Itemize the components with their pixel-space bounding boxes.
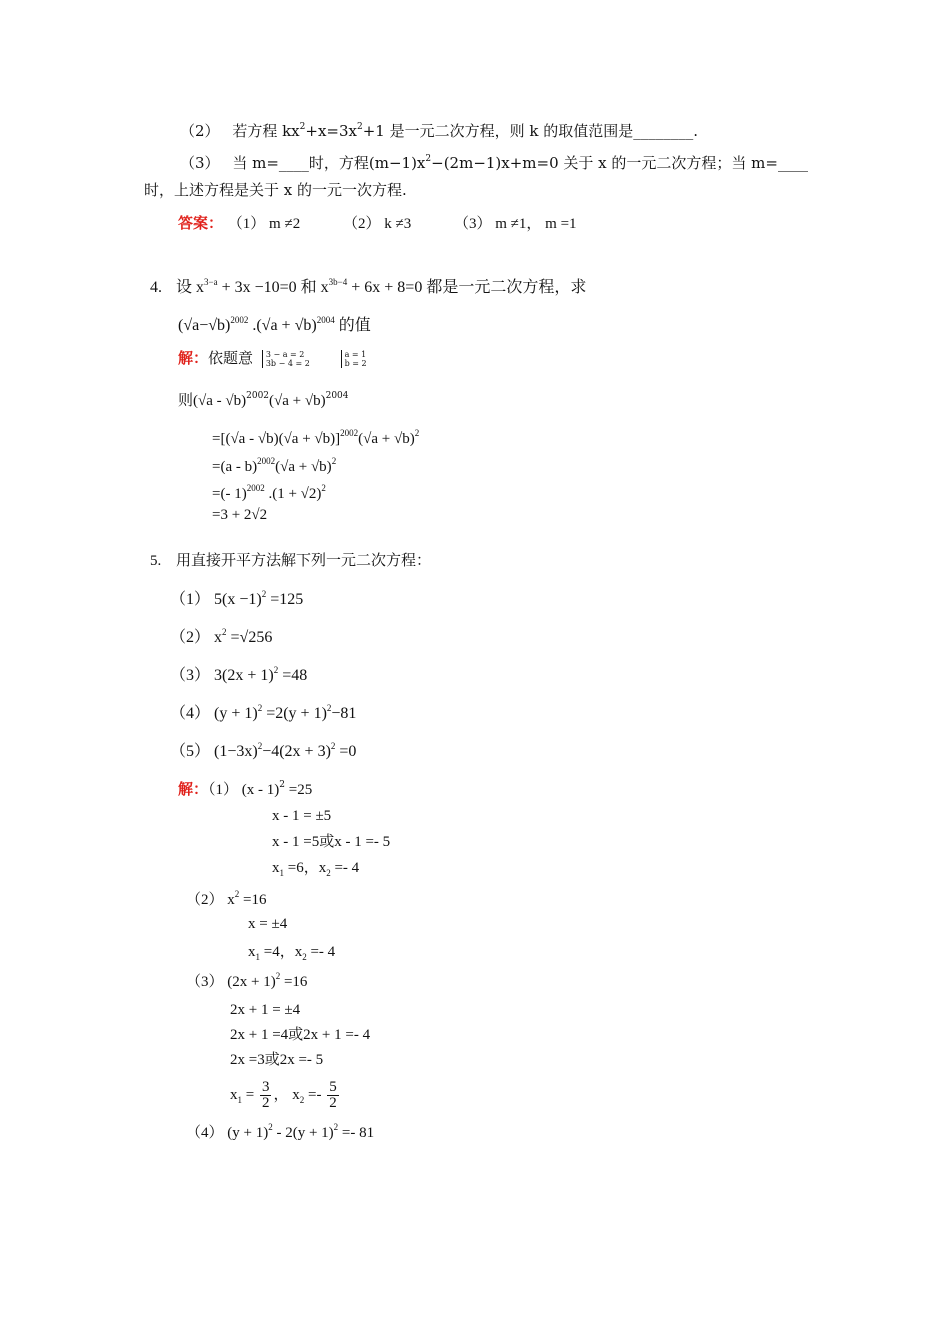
- fraction: [327, 1080, 339, 1111]
- expression: =√256: [226, 629, 273, 646]
- q5-sol-3-step-3: 2x =3或2x =- 5: [230, 1052, 324, 1068]
- expression: .(1 + √2): [264, 486, 322, 502]
- q5-sol-3-step-1: 2x + 1 = ±4: [230, 1002, 301, 1018]
- separator: ，: [273, 1087, 289, 1103]
- system-line: 3b − 4 = 2: [265, 359, 310, 368]
- question-4: [150, 272, 586, 298]
- variable: x: [292, 1087, 300, 1103]
- part-number: （3）: [180, 154, 220, 172]
- q5-eq-4: [170, 698, 356, 724]
- exponent: 2: [222, 627, 227, 637]
- text: −(2m−1)x+m=0 关于 x 的一元二次方程；当 m=____: [431, 154, 808, 172]
- text: +x=3x: [305, 122, 357, 140]
- exponent: 2002: [340, 428, 359, 438]
- problem-3-part-3-cont: 时，上述方程是关于 x 的一元一次方程.: [144, 181, 407, 199]
- expression: =25: [285, 782, 313, 798]
- expression: （2） x: [170, 629, 223, 646]
- q4-solution-start: [178, 348, 367, 368]
- expression: =- 4: [330, 860, 360, 876]
- text: 则: [178, 391, 194, 409]
- text: 依题意: [208, 349, 254, 367]
- expression: =6，: [284, 860, 319, 876]
- problem-3-part-2: [180, 117, 698, 141]
- expression: =125: [266, 591, 304, 608]
- equation-system-2: [341, 350, 367, 368]
- q4-step-2: [212, 451, 336, 477]
- exponent: 2: [234, 889, 240, 899]
- answer-line: [178, 213, 577, 234]
- q5-eq-3: [170, 660, 307, 686]
- expression: (√a + √b): [358, 431, 415, 447]
- q5-sol-1-step-2: x - 1 =5或x - 1 =- 5: [272, 834, 391, 850]
- q4-step-1: [212, 423, 419, 449]
- expression: =[(√a - √b)(√a + √b)]: [212, 431, 341, 447]
- text: +1 是一元二次方程，则 k 的取值范围是________.: [362, 122, 699, 140]
- expression: （4） (y + 1): [186, 1125, 269, 1141]
- variable: x: [318, 860, 327, 876]
- exponent: 2: [257, 703, 263, 713]
- question-5: [150, 550, 431, 571]
- text: 当 m=____时，方程(m−1)x: [232, 154, 426, 172]
- expression: =-: [304, 1087, 322, 1103]
- exponent: 3b−4: [328, 277, 348, 287]
- expression: =: [242, 1087, 255, 1103]
- q5-sol-1-step-3: [272, 858, 359, 883]
- q5-sol-1-step-1: x - 1 = ±5: [272, 808, 332, 824]
- expression: （1） (x - 1): [208, 782, 280, 798]
- exponent: 2004: [316, 315, 335, 325]
- exponent: 2002: [230, 315, 249, 325]
- exponent: 2: [326, 703, 332, 713]
- answer-3: （3） m ≠1， m =1: [454, 216, 577, 232]
- exponent: 3−a: [204, 277, 218, 287]
- expression: （2） x: [186, 892, 235, 908]
- answer-1: （1） m ≠2: [227, 216, 301, 232]
- expression: =16: [239, 892, 267, 908]
- q5-sol-1-head: [178, 775, 312, 800]
- expression: (√a−√b): [178, 317, 231, 334]
- solution-label: 解：: [178, 349, 209, 367]
- exponent: 2: [414, 428, 420, 438]
- question-title: 用直接开平方法解下列一元二次方程：: [176, 551, 432, 569]
- q5-sol-3-head: [186, 966, 307, 992]
- text: 的值: [334, 317, 371, 334]
- expression: （3） (2x + 1): [186, 974, 276, 990]
- exponent: 2: [331, 456, 337, 466]
- exponent: 2002: [246, 483, 265, 493]
- q5-sol-2-step-1: x = ±4: [248, 916, 288, 932]
- question-4-expression: [178, 310, 371, 336]
- exponent: 2002: [246, 391, 270, 401]
- q4-step-4: =3 + 2√2: [212, 507, 268, 523]
- exponent: 2: [275, 971, 281, 981]
- part-number: （2）: [180, 122, 220, 140]
- answer-label: 答案：: [178, 214, 224, 232]
- q5-eq-2: [170, 622, 272, 648]
- expression: =- 81: [338, 1125, 375, 1141]
- q5-sol-2-head: [186, 884, 266, 910]
- system-line: b = 2: [344, 359, 367, 368]
- subscript: 2: [326, 868, 331, 878]
- expression: −81: [331, 705, 357, 722]
- expression: =4，: [260, 944, 295, 960]
- expression: （3） 3(2x + 1): [170, 667, 274, 684]
- expression: −4(2x + 3): [262, 743, 331, 760]
- expression: （5） (1−3x): [170, 743, 258, 760]
- expression: =48: [278, 667, 308, 684]
- variable: x: [230, 1087, 238, 1103]
- expression: （1） 5(x −1): [170, 591, 262, 608]
- q5-sol-3-step-4: [230, 1078, 341, 1117]
- exponent: 2004: [325, 391, 349, 401]
- exponent: 2: [279, 780, 285, 790]
- q4-step-3: [212, 478, 326, 504]
- q5-eq-5: [170, 736, 356, 762]
- fraction: [260, 1080, 272, 1111]
- exponent: 2: [330, 741, 336, 751]
- exponent: 2: [357, 122, 363, 132]
- text: + 3x −10=0 和 x: [217, 279, 329, 296]
- q5-eq-1: [170, 584, 303, 610]
- problem-3-part-3: [180, 149, 808, 173]
- subscript: 2: [299, 1095, 305, 1105]
- expression: (√a + √b): [275, 459, 332, 475]
- exponent: 2: [425, 154, 432, 164]
- text: + 6x + 8=0 都是一元二次方程，求: [347, 279, 587, 296]
- exponent: 2: [299, 122, 306, 132]
- expression: =2(y + 1): [262, 705, 327, 722]
- expression: =16: [280, 974, 308, 990]
- system-line: 3 − a = 2: [265, 350, 305, 359]
- solution-label: 解：: [178, 780, 209, 798]
- expression: =0: [335, 743, 357, 760]
- answer-2: （2） k ≠3: [342, 216, 412, 232]
- subscript: 1: [279, 868, 284, 878]
- subscript: 2: [302, 952, 307, 962]
- denominator: 2: [329, 1095, 337, 1112]
- q4-step-0: [178, 386, 349, 411]
- variable: x: [294, 944, 303, 960]
- variable: x: [272, 860, 280, 876]
- subscript: 1: [255, 952, 260, 962]
- expression: =(a - b): [212, 459, 258, 475]
- q5-sol-4-head: [186, 1117, 374, 1143]
- denominator: 2: [261, 1095, 270, 1112]
- question-number: 5.: [150, 553, 162, 569]
- equation-system-1: [262, 350, 310, 368]
- q5-sol-2-step-2: [248, 942, 335, 967]
- numerator: 5: [329, 1079, 337, 1096]
- expression: （4） (y + 1): [170, 705, 258, 722]
- exponent: 2: [273, 665, 279, 675]
- expression: .(√a + √b): [248, 317, 317, 334]
- expression: (√a + √b): [269, 393, 326, 409]
- exponent: 2: [333, 1122, 339, 1132]
- text: 设 x: [176, 279, 205, 296]
- exponent: 2002: [257, 456, 276, 466]
- expression: - 2(y + 1): [272, 1125, 334, 1141]
- text: 若方程 kx: [232, 122, 300, 140]
- expression: =(- 1): [212, 486, 247, 502]
- subscript: 1: [237, 1095, 242, 1105]
- system-line: a = 1: [344, 350, 367, 359]
- exponent: 2: [321, 483, 326, 493]
- question-number: 4.: [150, 279, 162, 296]
- q5-sol-3-step-2: 2x + 1 =4或2x + 1 =- 4: [230, 1027, 371, 1043]
- exponent: 2: [261, 589, 267, 599]
- expression: =- 4: [306, 944, 336, 960]
- numerator: 3: [261, 1079, 270, 1096]
- expression: (√a - √b): [193, 393, 247, 409]
- exponent: 2: [268, 1122, 273, 1132]
- exponent: 2: [257, 741, 263, 751]
- variable: x: [248, 944, 256, 960]
